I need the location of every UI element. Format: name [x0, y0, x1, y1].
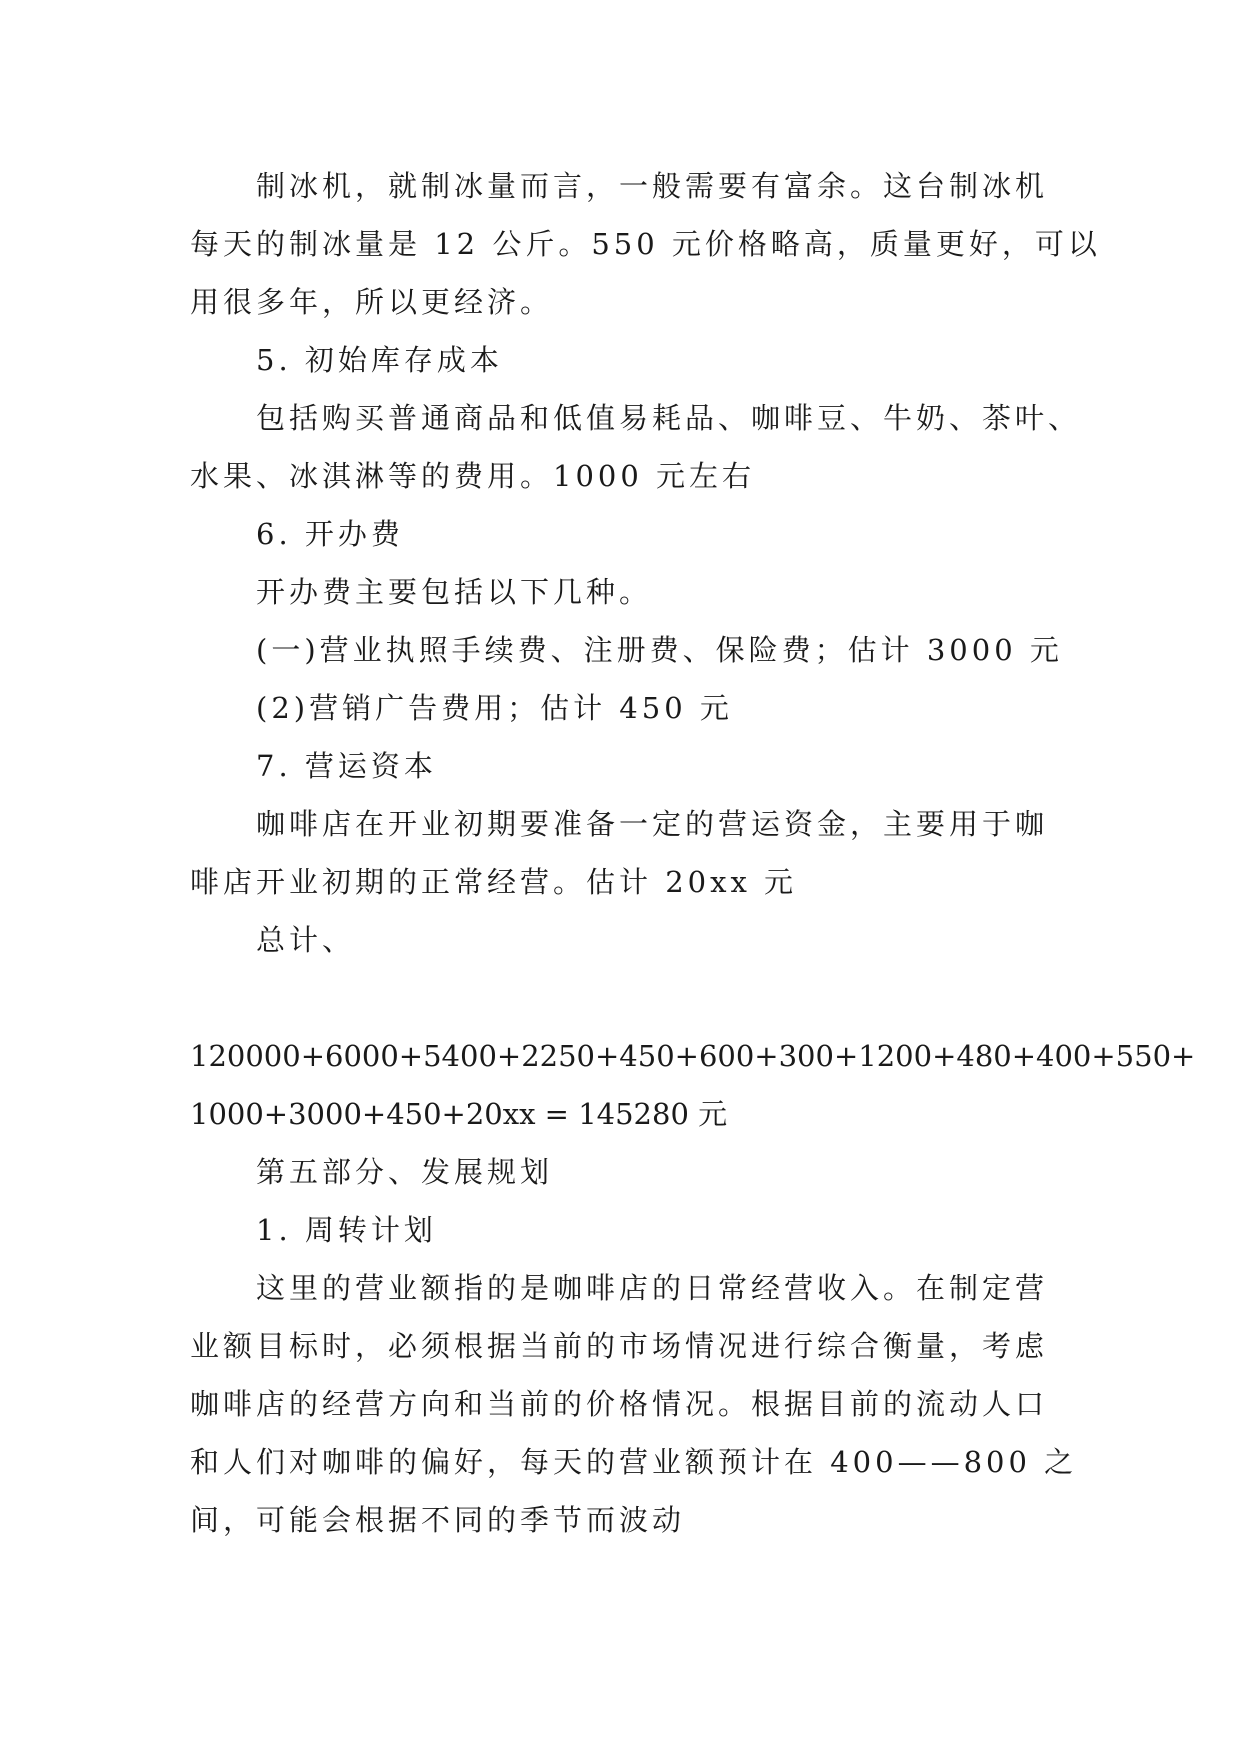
paragraph-line: 业额目标时，必须根据当前的市场情况进行综合衡量，考虑	[190, 1329, 1049, 1363]
paragraph-line: 咖啡店的经营方向和当前的价格情况。根据目前的流动人口	[190, 1387, 1049, 1421]
section-heading: 1. 周转计划	[256, 1213, 437, 1247]
paragraph-line: 制冰机，就制冰量而言，一般需要有富余。这台制冰机	[256, 169, 1049, 203]
paragraph-line: 啡店开业初期的正常经营。估计 20xx 元	[190, 865, 798, 899]
paragraph-line: 咖啡店在开业初期要准备一定的营运资金，主要用于咖	[256, 807, 1049, 841]
section-heading: 5. 初始库存成本	[256, 343, 503, 377]
paragraph-line: 每天的制冰量是 12 公斤。550 元价格略高，质量更好，可以	[190, 227, 1101, 261]
paragraph-line: 包括购买普通商品和低值易耗品、咖啡豆、牛奶、茶叶、	[256, 401, 1082, 435]
section-heading: 第五部分、发展规划	[256, 1155, 554, 1189]
formula-line: 120000+6000+5400+2250+450+600+300+1200+480+400+550+	[190, 1039, 1196, 1073]
paragraph-line: 水果、冰淇淋等的费用。1000 元左右	[190, 459, 756, 493]
paragraph-line: 间，可能会根据不同的季节而波动	[190, 1503, 686, 1537]
paragraph-line: 和人们对咖啡的偏好，每天的营业额预计在 400——800 之	[190, 1445, 1078, 1479]
formula-line: 1000+3000+450+20xx = 145280 元	[190, 1097, 728, 1131]
list-item: (一)营业执照手续费、注册费、保险费；估计 3000 元	[256, 633, 1063, 667]
paragraph-line: 总计、	[256, 923, 356, 957]
paragraph-line: 开办费主要包括以下几种。	[256, 575, 653, 609]
list-item: (2)营销广告费用；估计 450 元	[256, 691, 733, 725]
paragraph-line: 用很多年，所以更经济。	[190, 285, 554, 319]
section-heading: 7. 营运资本	[256, 749, 437, 783]
section-heading: 6. 开办费	[256, 517, 404, 551]
paragraph-line: 这里的营业额指的是咖啡店的日常经营收入。在制定营	[256, 1271, 1049, 1305]
